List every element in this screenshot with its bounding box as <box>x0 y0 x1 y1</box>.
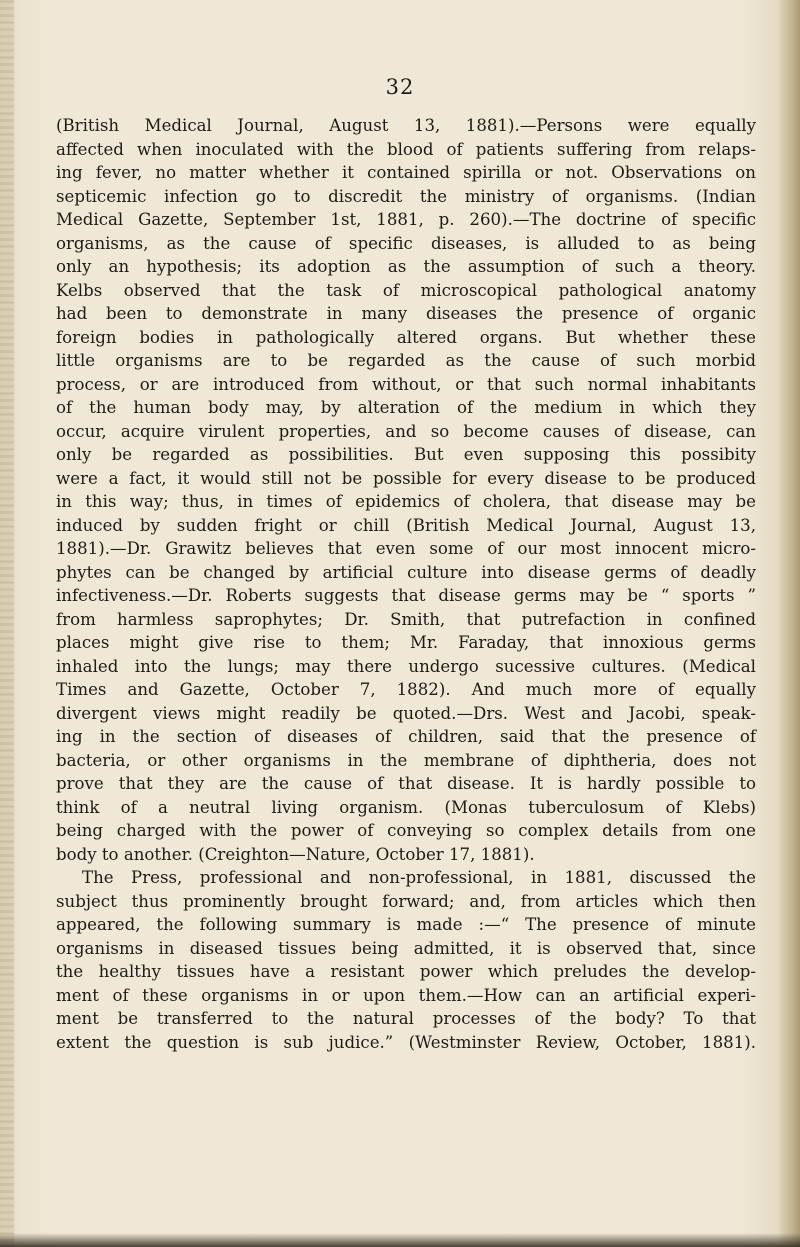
text-line: in this way; thus, in times of epidemics of cholera, that disease may be <box>56 492 756 511</box>
text-line: prove that they are the cause of that disease. It is hardly possible to <box>56 774 756 793</box>
text-line: organisms, as the cause of specific diseases, is alluded to as being <box>56 233 756 253</box>
text-line: subject thus prominently brought forward; and, from articles which then <box>56 891 756 911</box>
body-text <box>56 114 756 1054</box>
text-line: were a fact, it would still not be possible for every disease to be produced <box>56 468 756 488</box>
text-line: foreign bodies in pathologically altered organs. But whether these <box>56 327 756 347</box>
text-line: septicemic infection go to discredit the ministry of organisms. (Indian <box>56 186 756 206</box>
text-line: (British Medical Journal, August 13, 1881).—Persons were equally <box>56 116 756 135</box>
text-line: only be regarded as possibilities. But even supposing this possibity <box>56 445 756 464</box>
text-line: 1881).—Dr. Grawitz believes that even some of our most innocent micro- <box>56 539 756 558</box>
text-line: extent the question is sub judice.” (Westminster Review, October, 1881). <box>56 1032 756 1052</box>
text-line: ment of these organisms in or upon them.—How can an artificial experi- <box>56 985 756 1005</box>
text-line: phytes can be changed by artificial culture into disease germs of deadly <box>56 562 756 582</box>
text-line: from harmless saprophytes; Dr. Smith, that putrefaction in confined <box>56 609 756 629</box>
text-line: affected when inoculated with the blood of patients suffering from relaps- <box>56 139 756 159</box>
text-line: being charged with the power of conveying so complex details from one <box>56 821 756 840</box>
page-gutter-edge <box>0 0 14 1247</box>
text-line: Kelbs observed that the task of microscopical pathological anatomy <box>56 280 756 300</box>
text-line: Medical Gazette, September 1st, 1881, p. 260).—The doctrine of specific <box>56 210 756 229</box>
text-line: the healthy tissues have a resistant power which preludes the develop- <box>56 962 756 981</box>
text-line: organisms in diseased tissues being admitted, it is observed that, since <box>56 938 756 958</box>
text-line: occur, acquire virulent properties, and so become causes of disease, can <box>56 421 756 441</box>
text-line: infectiveness.—Dr. Roberts suggests that disease germs may be “ sports ” <box>56 586 756 605</box>
text-line: The Press, professional and non-professional, in 1881, discussed the <box>82 868 756 887</box>
page-number: 32 <box>385 75 415 99</box>
page-right-edge-shadow <box>778 0 800 1247</box>
text-line: ing in the section of diseases of children, said that the presence of <box>56 727 756 746</box>
text-line: of the human body may, by alteration of the medium in which they <box>56 398 756 417</box>
text-line: had been to demonstrate in many diseases the presence of organic <box>56 304 756 323</box>
page-bottom-shadow <box>0 1233 800 1247</box>
text-line: bacteria, or other organisms in the membrane of diphtheria, does not <box>56 750 756 770</box>
text-line: little organisms are to be regarded as the cause of such morbid <box>56 351 756 370</box>
text-line: think of a neutral living organism. (Monas tuberculosum of Klebs) <box>56 797 756 817</box>
text-line: divergent views might readily be quoted.—Drs. West and Jacobi, speak- <box>56 703 756 723</box>
text-line: induced by sudden fright or chill (British Medical Journal, August 13, <box>56 515 756 535</box>
text-line: places might give rise to them; Mr. Faraday, that innoxious germs <box>56 633 756 652</box>
text-line: ment be transferred to the natural processes of the body? To that <box>56 1009 756 1028</box>
text-line: appeared, the following summary is made :—“ The presence of minute <box>56 915 756 934</box>
text-line: inhaled into the lungs; may there undergo sucessive cultures. (Medical <box>56 656 756 676</box>
text-line: body to another. (Creighton—Nature, October 17, 1881). <box>56 844 535 864</box>
text-line: only an hypothesis; its adoption as the assumption of such a theory. <box>56 257 756 276</box>
text-line: ing fever, no matter whether it contained spirilla or not. Observations on <box>56 163 756 182</box>
text-line: Times and Gazette, October 7, 1882). And much more of equally <box>56 680 756 699</box>
text-line: process, or are introduced from without, or that such normal inhabitants <box>56 374 756 394</box>
